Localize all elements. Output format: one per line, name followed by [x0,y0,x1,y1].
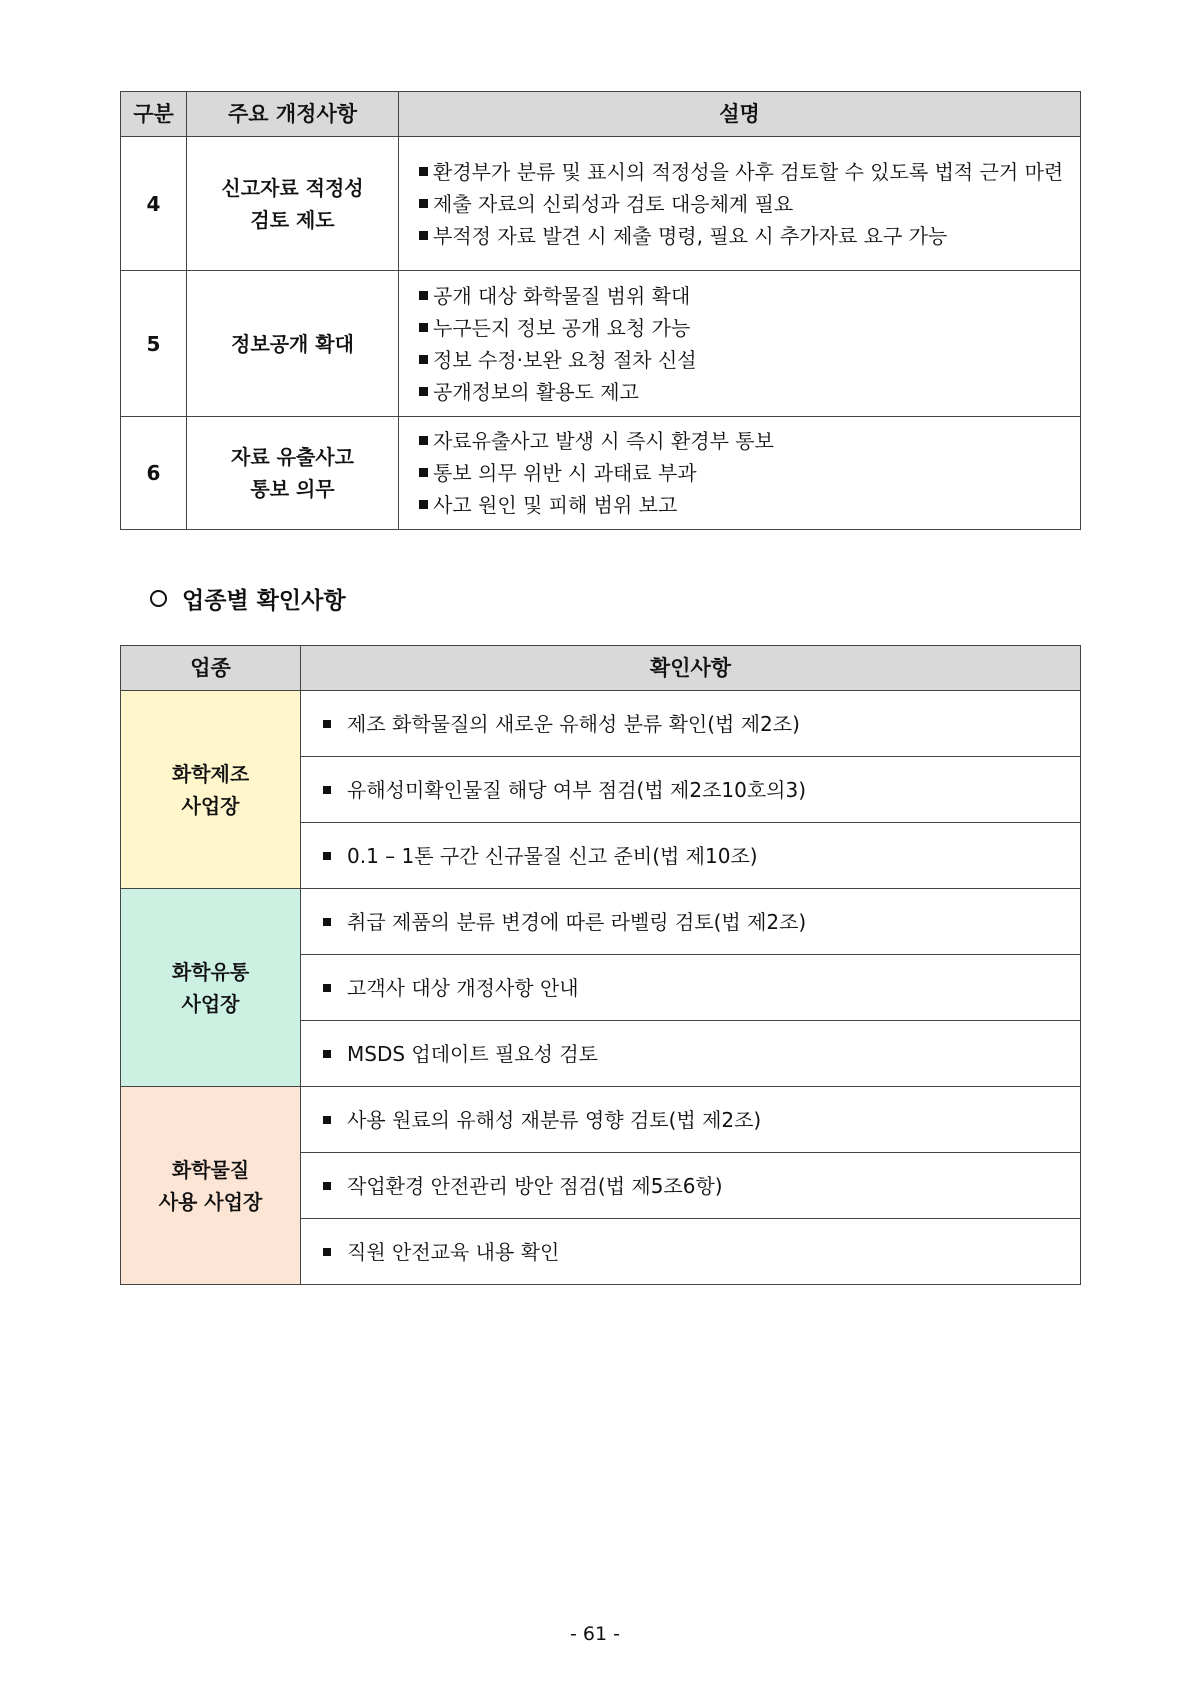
bullet-item [419,280,1070,312]
row-title-line: 자료 유출사고 [231,445,354,469]
bullet-item [419,344,1070,376]
square-bullet-icon [323,786,331,794]
bullet-text: 제출 자료의 신뢰성과 검토 대응체계 필요 [433,191,794,216]
square-bullet-icon [419,291,428,300]
table-row [121,417,1081,530]
bullet-text: 환경부가 분류 및 표시의 적정성을 사후 검토할 수 있도록 법적 근거 마련 [433,159,1064,184]
industry-line: 화학제조 [171,761,250,786]
industry-check-table [120,645,1081,1285]
check-item-text: MSDS 업데이트 필요성 검토 [347,1041,598,1066]
square-bullet-icon [419,387,428,396]
table-header-row [121,646,1081,691]
bullet-text: 정보 수정·보완 요청 절차 신설 [433,347,697,372]
bullet-item [419,188,1070,220]
check-item-text: 직원 안전교육 내용 확인 [347,1239,560,1264]
check-item [301,955,1081,1021]
check-item-text: 고객사 대상 개정사항 안내 [347,975,579,1000]
check-item-text: 유해성미확인물질 해당 여부 점검(법 제2조10호의3) [347,777,807,802]
row-number: 4 [121,137,187,271]
industry-cell [121,889,301,1087]
row-title-line: 신고자료 적정성 [221,175,364,200]
bullet-text: 공개 대상 화학물질 범위 확대 [433,283,691,308]
row-title [187,417,399,530]
square-bullet-icon [419,231,428,240]
bullet-item [419,425,1070,457]
bullet-text: 자료유출사고 발생 시 즉시 환경부 통보 [433,429,774,453]
header-check-items: 확인사항 [301,646,1081,691]
section-heading [150,582,346,615]
check-item-text: 사용 원료의 유해성 재분류 영향 검토(법 제2조) [347,1107,762,1132]
header-main-revision: 주요 개정사항 [187,92,399,137]
square-bullet-icon [419,500,428,509]
square-bullet-icon [419,323,428,332]
row-title-line: 검토 제도 [250,207,335,232]
header-category: 구분 [121,92,187,137]
bullet-text: 통보 의무 위반 시 과태료 부과 [433,461,697,485]
square-bullet-icon [323,1248,331,1256]
row-number: 5 [121,271,187,417]
bullet-text: 누구든지 정보 공개 요청 가능 [433,315,691,340]
table-header-row [121,92,1081,137]
bullet-item [419,489,1070,521]
row-description [399,417,1081,530]
check-item [301,1021,1081,1087]
revision-table [120,91,1081,530]
industry-cell [121,691,301,889]
check-item [301,757,1081,823]
table-row [121,271,1081,417]
bullet-text: 공개정보의 활용도 제고 [433,379,639,404]
row-title-line: 통보 의무 [250,477,335,501]
check-item [301,1087,1081,1153]
square-bullet-icon [419,436,428,445]
row-number: 6 [121,417,187,530]
industry-line: 화학유통 [171,959,250,984]
square-bullet-icon [323,984,331,992]
bullet-item [419,457,1070,489]
industry-line: 화학물질 [171,1157,250,1182]
square-bullet-icon [419,167,428,176]
table-row [121,137,1081,271]
check-item [301,889,1081,955]
table-row [121,889,1081,955]
check-item-text: 0.1 – 1톤 구간 신규물질 신고 준비(법 제10조) [347,843,758,868]
hollow-circle-bullet-icon [150,590,167,607]
row-description [399,137,1081,271]
check-item-text: 취급 제품의 분류 변경에 따른 라벨링 검토(법 제2조) [347,909,807,934]
square-bullet-icon [323,852,331,860]
row-title [187,137,399,271]
table-row [121,691,1081,757]
row-title-line: 정보공개 확대 [231,331,354,356]
square-bullet-icon [419,468,428,477]
square-bullet-icon [323,918,331,926]
bullet-text: 부적정 자료 발견 시 제출 명령, 필요 시 추가자료 요구 가능 [433,223,948,248]
industry-line: 사용 사업장 [158,1189,263,1214]
check-item-text: 작업환경 안전관리 방안 점검(법 제5조6항) [347,1173,723,1198]
industry-line: 사업장 [181,991,240,1016]
table-row [121,1087,1081,1153]
row-description [399,271,1081,417]
check-item [301,823,1081,889]
row-title [187,271,399,417]
bullet-item [419,312,1070,344]
industry-line: 사업장 [181,793,240,818]
check-item [301,1219,1081,1285]
section-heading-text: 업종별 확인사항 [182,588,346,614]
bullet-item [419,156,1070,188]
check-item [301,691,1081,757]
industry-cell [121,1087,301,1285]
header-industry: 업종 [121,646,301,691]
square-bullet-icon [323,1182,331,1190]
square-bullet-icon [323,1050,331,1058]
square-bullet-icon [323,1116,331,1124]
check-item [301,1153,1081,1219]
check-item-text: 제조 화학물질의 새로운 유해성 분류 확인(법 제2조) [347,711,800,736]
bullet-item [419,376,1070,408]
square-bullet-icon [419,199,428,208]
header-description: 설명 [399,92,1081,137]
page-number: - 61 - [570,1623,620,1645]
square-bullet-icon [419,355,428,364]
bullet-item [419,220,1070,252]
square-bullet-icon [323,720,331,728]
bullet-text: 사고 원인 및 피해 범위 보고 [433,493,678,517]
